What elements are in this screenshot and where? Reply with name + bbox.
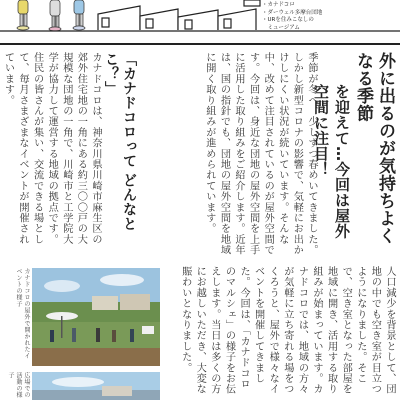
- bottom-article-body: 人口減少を背景として、団地の中でも空き室が目立つようになりました。そこで、空き室となった部屋を地域に開き、活用する取り組みが始まっています。カナドコロでは、地域の方々が気軽に立ち寄れる場をつくろうと、屋外で様々なイベントを開催してきました。今回は、「カナドコロのマルシェ」の様子をお伝えします。当日は多くの方にお越しいただき、大変な賑わいとなりました。: [179, 266, 395, 395]
- event-photo: [32, 268, 160, 366]
- header-note: ミュージアム: [262, 24, 300, 31]
- main-headline-2: を迎えて…今回は屋外空間に注目！: [312, 84, 351, 239]
- newsletter-header: [0, 0, 400, 44]
- header-note: ・カナドコロ: [262, 2, 295, 8]
- sidebar-headline: 「カナドコロって どんなとこ？」: [103, 52, 137, 232]
- event-photo: [32, 372, 160, 400]
- photo-caption: カナドコロの屋外で開かれたイベントの様子: [15, 268, 30, 359]
- header-notes: [262, 2, 342, 32]
- main-article-body: 季節が冬へ、少しずつ春めいてきました。しかし新型コロナの影響で、気軽にお出かけしにくい状況が続いています。そんな中、改めて注目されているのが屋外空間です。今回は、身近な団地の屋外空間を上手に活用した取り組みをご紹介します。近年は、国の指針でも、団地の屋外空間を地域に開く取り組みが進められています。: [203, 52, 317, 256]
- header-divider: [0, 43, 400, 45]
- sidebar-body: カナドコロは、神奈川県川崎市麻生区の郊外住宅地の一角にある約三〇〇戸の大規模な団地の一角で、川崎市と工学院大学が協力して運営する地域の拠点です。住民の皆さんが集い、交流できる場として、毎月さまざまなイベントが開催されています。: [2, 52, 101, 245]
- buildings-illustration: [98, 0, 260, 30]
- main-headline-1: 外に出るのが気持ちよくなる季節: [353, 52, 395, 245]
- photo-caption: 広場での活動の様子: [7, 372, 30, 398]
- header-note: ・URを住みこなしの: [262, 17, 314, 23]
- header-note: ・ダーウェル多摩台団地: [262, 9, 323, 16]
- people-illustration: [17, 0, 85, 31]
